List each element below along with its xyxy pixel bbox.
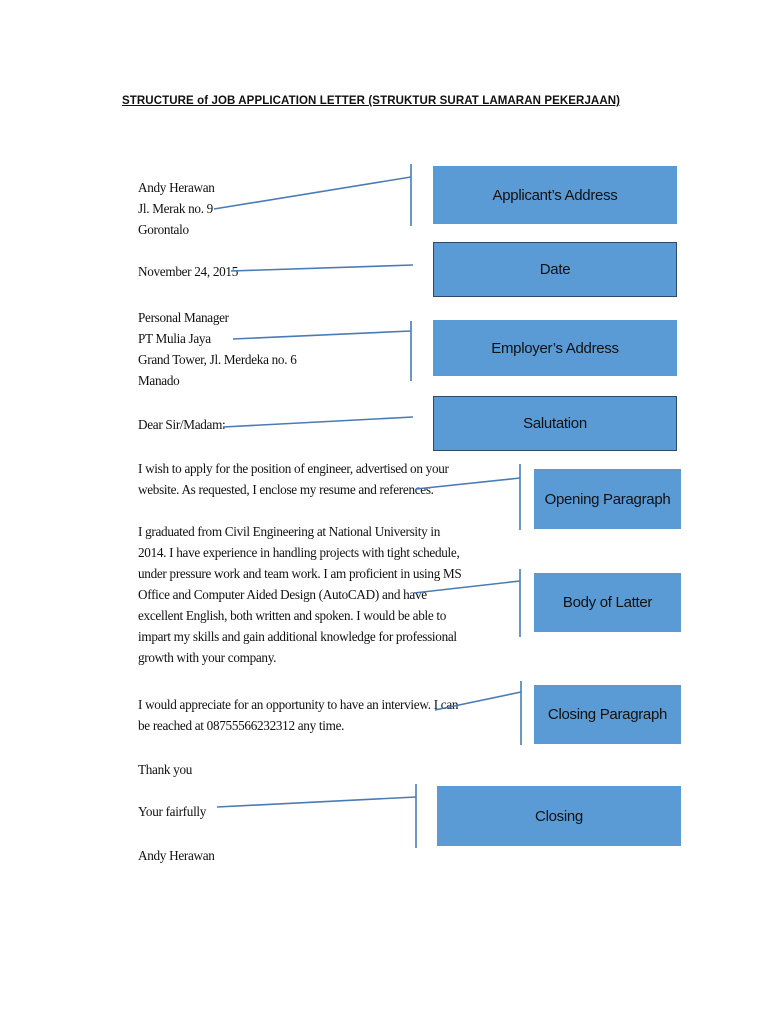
label-opening-paragraph: Opening Paragraph <box>534 469 681 529</box>
label-closing-paragraph: Closing Paragraph <box>534 685 681 744</box>
connector-salutation <box>223 417 413 427</box>
letter-line: Manado <box>138 373 180 388</box>
connector-applicant-address <box>214 177 411 209</box>
label-body: Body of Latter <box>534 573 681 632</box>
label-applicant-address: Applicant’s Address <box>433 166 677 224</box>
letter-line: I wish to apply for the position of engineer, advertised on your <box>138 461 449 476</box>
letter-line: be reached at 08755566232312 any time. <box>138 718 345 733</box>
letter-line: excellent English, both written and spoken. I would be able to <box>138 608 447 623</box>
label-date: Date <box>433 242 677 297</box>
connector-employer-address <box>233 331 411 339</box>
label-closing: Closing <box>437 786 681 846</box>
connector-date <box>231 265 413 271</box>
letter-line: Personal Manager <box>138 310 229 325</box>
letter-line: 2014. I have experience in handling projects with tight schedule, <box>138 545 460 560</box>
letter-line: Jl. Merak no. 9 <box>138 201 213 216</box>
letter-signature: Andy Herawan <box>138 848 215 863</box>
letter-line: I graduated from Civil Engineering at National University in <box>138 524 441 539</box>
connector-opening-paragraph <box>416 478 520 489</box>
connector-closing-paragraph <box>435 692 521 710</box>
letter-line: Grand Tower, Jl. Merdeka no. 6 <box>138 352 297 367</box>
letter-line: growth with your company. <box>138 650 277 665</box>
letter-date: November 24, 2015 <box>138 264 239 279</box>
letter-line: impart my skills and gain additional knowledge for professional <box>138 629 457 644</box>
letter-line: I would appreciate for an opportunity to have an interview. I can <box>138 697 459 712</box>
letter-line: Andy Herawan <box>138 180 215 195</box>
letter-line: website. As requested, I enclose my resume and references. <box>138 482 434 497</box>
letter-line: PT Mulia Jaya <box>138 331 211 346</box>
letter-salutation: Dear Sir/Madam: <box>138 417 226 432</box>
letter-line: under pressure work and team work. I am proficient in using MS <box>138 566 462 581</box>
letter-thanks: Thank you <box>138 762 193 777</box>
label-employer-address: Employer’s Address <box>433 320 677 376</box>
connector-closing <box>217 797 416 807</box>
label-salutation: Salutation <box>433 396 677 451</box>
letter-closing: Your fairfully <box>138 804 207 819</box>
letter-line: Office and Computer Aided Design (AutoCAD) and have <box>138 587 427 602</box>
document-title: STRUCTURE of JOB APPLICATION LETTER (STRUKTUR SURAT LAMARAN PEKERJAAN) <box>122 95 621 107</box>
letter-line: Gorontalo <box>138 222 189 237</box>
connector-body <box>414 581 520 593</box>
